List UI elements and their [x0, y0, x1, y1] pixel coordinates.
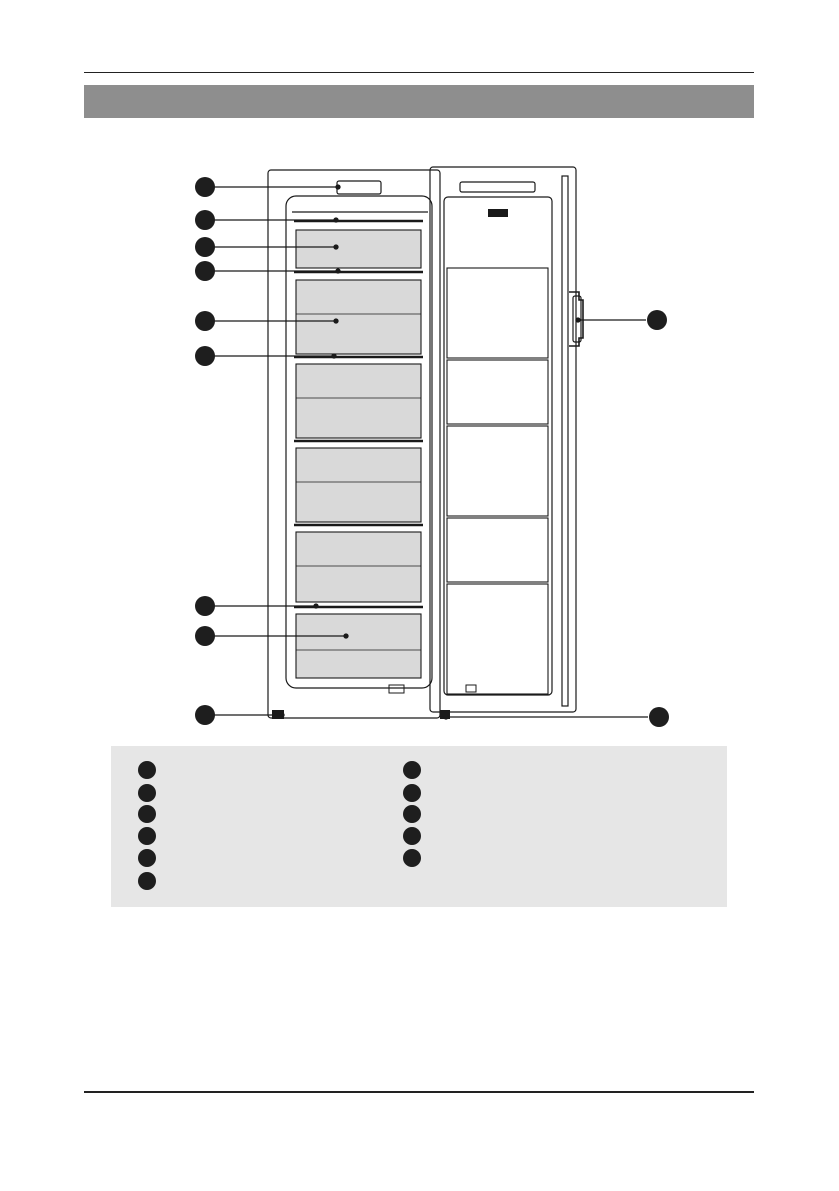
callout-1 [195, 177, 215, 197]
drawers [296, 230, 421, 678]
cabinet-bottom-box [389, 685, 404, 693]
legend-badge [138, 849, 156, 867]
callout-9 [195, 705, 215, 725]
legend-badge [403, 761, 421, 779]
legend-item [138, 761, 166, 779]
drawer-5 [296, 532, 421, 602]
legend-badge [138, 761, 156, 779]
callout-8 [195, 626, 215, 646]
legend-item [138, 827, 166, 845]
legend-badge [138, 872, 156, 890]
legend-badge [403, 849, 421, 867]
legend-box [111, 746, 727, 907]
legend-item [403, 827, 431, 845]
legend-badge [138, 805, 156, 823]
drawer-1 [296, 230, 421, 268]
legend-item [138, 805, 166, 823]
bottom-rule [84, 1091, 754, 1093]
drawer-2 [296, 280, 421, 354]
legend-badge [138, 784, 156, 802]
callout-6 [195, 346, 215, 366]
door-panels [447, 268, 548, 694]
legend-item [138, 784, 166, 802]
callout-leaders [214, 185, 648, 719]
legend-badge [403, 805, 421, 823]
callout-5 [195, 311, 215, 331]
door-label-sticker [488, 209, 508, 217]
legend-item [138, 872, 166, 890]
door-outer [430, 167, 576, 712]
legend-item [403, 784, 431, 802]
callout-10 [647, 310, 667, 330]
callout-11 [649, 707, 669, 727]
legend-badge [138, 827, 156, 845]
callout-3 [195, 237, 215, 257]
door-top-strip [460, 182, 535, 192]
legend-badge [403, 784, 421, 802]
callout-4 [195, 261, 215, 281]
drawer-3 [296, 364, 421, 438]
legend-badge [403, 827, 421, 845]
control-panel-window [337, 181, 381, 194]
legend-item [403, 805, 431, 823]
door-bottom-box [466, 685, 476, 692]
drawer-4 [296, 448, 421, 522]
door-inner [444, 197, 552, 695]
legend-item [403, 761, 431, 779]
legend-item [403, 849, 431, 867]
legend-item [138, 849, 166, 867]
callout-7 [195, 596, 215, 616]
door-side-strip [562, 176, 568, 706]
callout-2 [195, 210, 215, 230]
drawer-6 [296, 614, 421, 678]
